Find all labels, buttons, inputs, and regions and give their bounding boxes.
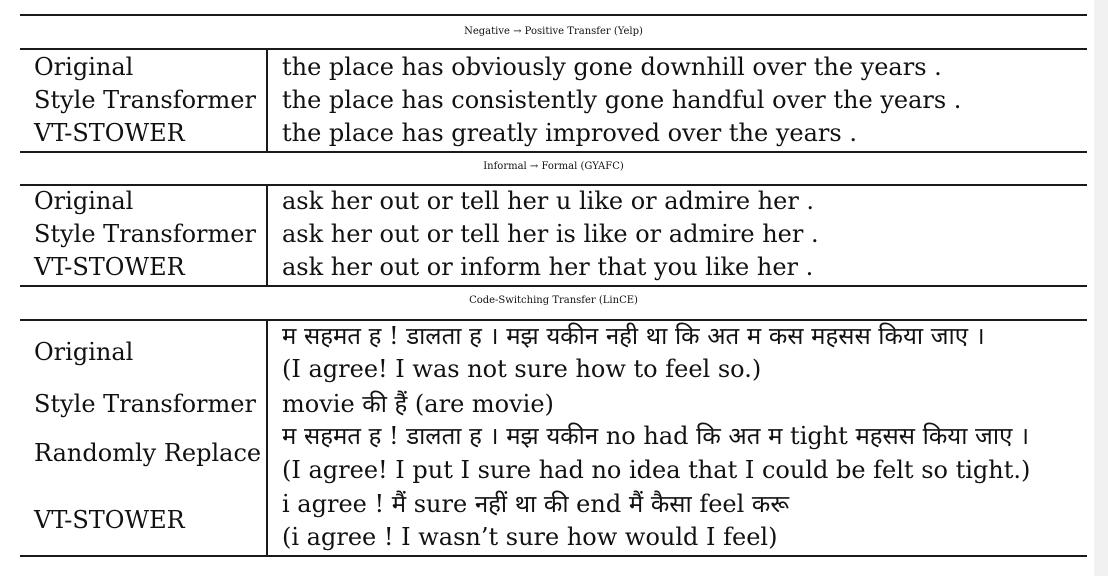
method-label: Original: [34, 338, 134, 366]
section-header-lince: Code-Switching Transfer (LinCE): [469, 295, 638, 306]
example-translation: (i agree ! I wasn’t sure how would I feel): [282, 523, 778, 551]
method-label: Randomly Replace: [34, 439, 262, 467]
method-label: Style Transformer: [34, 86, 256, 114]
example-text: movie की हैं (are movie): [282, 390, 554, 418]
method-label: VT-STOWER: [34, 119, 185, 147]
page-edge-strip: [1094, 0, 1108, 576]
comparison-table: [20, 14, 1087, 559]
example-text: म सहमत ह ! डालता ह । मझ यकीन no had कि अत म tight महसस किया जाए ।: [282, 422, 1030, 450]
example-translation: (I agree! I put I sure had no idea that I could be felt so tight.): [282, 456, 1031, 484]
section-header-yelp: Negative → Positive Transfer (Yelp): [464, 26, 643, 37]
example-translation: (I agree! I was not sure how to feel so.): [282, 355, 762, 383]
method-label: Style Transformer: [34, 220, 256, 248]
example-text: ask her out or tell her is like or admire her .: [282, 220, 819, 248]
example-text: ask her out or tell her u like or admire her .: [282, 187, 815, 215]
example-text: the place has greatly improved over the years .: [282, 119, 857, 147]
example-text: i agree ! मैं sure नहीं था की end मैं कैसा feel करू: [282, 490, 789, 518]
method-label: VT-STOWER: [34, 506, 185, 534]
column-divider-yelp: [266, 49, 268, 151]
column-divider-lince: [266, 320, 268, 555]
method-label: Original: [34, 53, 134, 81]
example-text: the place has consistently gone handful over the years .: [282, 86, 962, 114]
rule-yelp-header: [20, 48, 1087, 50]
section-header-gyafc: Informal → Formal (GYAFC): [483, 161, 624, 172]
method-label: VT-STOWER: [34, 253, 185, 281]
example-text: म सहमत ह ! डालता ह । मझ यकीन नही था कि अत म कस महसस किया जाए ।: [282, 322, 985, 350]
rule-bottom: [20, 555, 1087, 557]
rule-top: [20, 14, 1087, 16]
example-text: ask her out or inform her that you like her .: [282, 253, 814, 281]
method-label: Original: [34, 187, 134, 215]
column-divider-gyafc: [266, 185, 268, 285]
example-text: the place has obviously gone downhill over the years .: [282, 53, 942, 81]
method-label: Style Transformer: [34, 390, 256, 418]
